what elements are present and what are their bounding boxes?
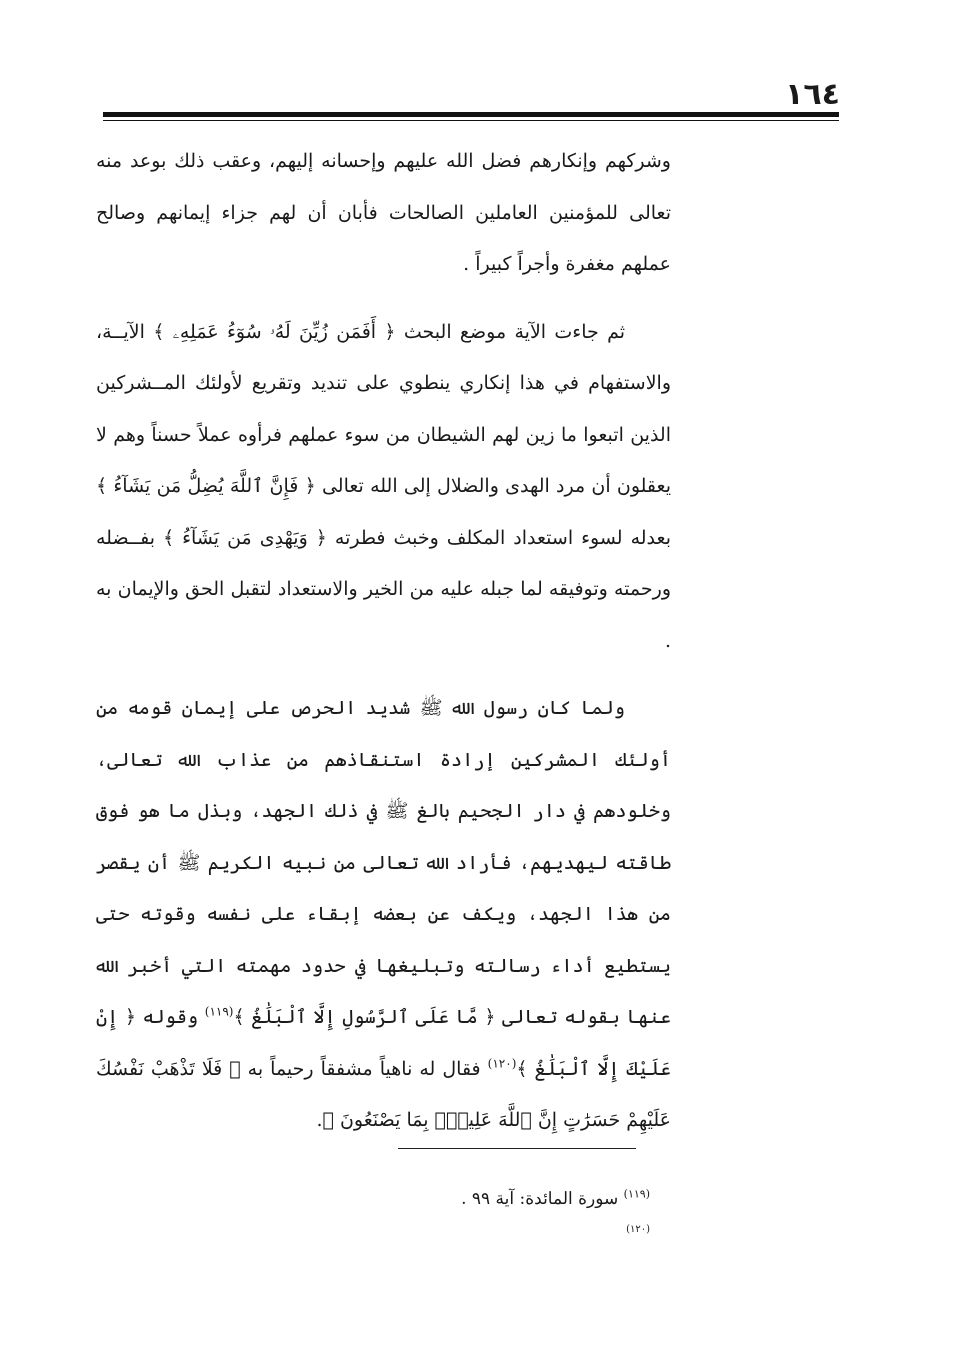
paragraph-text: ولما كان رسول الله ﷺ شديد الحرص على إيمان قومه من أولئك المشركين إرادة استنقاذهم من عذاب الله تعالى، وخلودهم في دار الجحيم بالغ ﷺ في ذلك الجهد، وبذل ما هو فوق طاقته ليهديهم، فأراد الله تعالى من نبيه الكريم ﷺ أن يقصر من هذا الجهد، ويكف عن بعضه إبقاء على نفسه وقوته حتى يستطيع أداء رسالته وتبليغها في حدود مهمته التي أخبر الله عنها بقوله تعالى <box>96 697 671 1028</box>
paragraph <box>96 683 671 1147</box>
quran-verse: ﴿ فَلَا تَذْهَبْ نَفْسُكَ عَلَيْهِمْ حَسَرَٰتٍ إِنَّ ٱللَّهَ عَلِيمٌۢ بِمَا يَصْنَعُونَ ﴾ <box>96 1057 671 1131</box>
paragraph-text: وقوله <box>135 1006 205 1028</box>
quran-verse: ﴿ وَيَهْدِى مَن يَشَآءُ ﴾ <box>162 526 327 549</box>
footnote-separator <box>398 1148 636 1149</box>
paragraph-text: بفــضله ورحمته وتوفيقه لما جبله عليه من الخير والاستعداد لتقبل الحق والإيمان به . <box>96 526 671 652</box>
quran-verse: ﴿ فَإِنَّ ٱللَّهَ يُضِلُّ مَن يَشَآءُ ﴾ <box>96 475 316 497</box>
quran-verse: ﴿ إِنْ عَلَيْكَ إِلَّا ٱلْبَلَٰغُ ﴾ <box>96 1006 671 1080</box>
paragraph <box>96 136 671 291</box>
paragraph-text: ثم جاءت الآية موضع البحث <box>395 320 625 343</box>
body-text <box>96 136 671 1147</box>
page-number: ١٦٤ <box>785 77 840 112</box>
footnotes <box>330 1184 650 1240</box>
footnote-number: (١٢٠) <box>626 1224 650 1235</box>
footnote-ref: (١١٩) <box>204 1004 234 1019</box>
footnote-ref: (١٢٠) <box>487 1056 517 1071</box>
paragraph-text: وشركهم وإنكارهم فضل الله عليهم وإحسانه إليهم، وعقب ذلك بوعد منه تعالى للمؤمنين العاملين الصالحات فأبان أن لهم جزاء إيمانهم وصالح عملهم مغفرة وأجراً كبيراً . <box>96 150 671 275</box>
quran-verse: ﴿ مَّا عَلَى ٱلرَّسُولِ إِلَّا ٱلْبَلَٰغُ ﴾ <box>233 1006 496 1028</box>
header-rule-thin <box>103 120 839 121</box>
paragraph-text: بعدله لسوء استعداد المكلف وخبث فطرته <box>326 526 671 549</box>
paragraph-text: الآيــة، والاستفهام في هذا إنكاري ينطوي على تنديد وتقريع لأولئك المــشركين الذين اتبعوا ما زين لهم الشيطان من سوء عملهم فرأوه عملاً حسناً وهم لا يعقلون أن مرد الهدى والضلال إلى الله تعالى <box>96 320 671 497</box>
header-rule-thick <box>103 112 839 117</box>
footnote-text: سورة المائدة: آية ٩٩ . <box>461 1189 624 1209</box>
paragraph-text: . <box>316 1109 323 1131</box>
quran-verse: ﴿ أَفَمَن زُيِّنَ لَهُۥ سُوٓءُ عَمَلِهِۦ ﴾ <box>153 320 396 343</box>
paragraph-text: فقال له ناهياً مشفقاً رحيماً به <box>240 1057 488 1080</box>
footnote-number: (١١٩) <box>623 1187 650 1201</box>
footnote-cut <box>330 1220 650 1240</box>
paragraph <box>96 307 671 668</box>
footnote <box>330 1184 650 1214</box>
